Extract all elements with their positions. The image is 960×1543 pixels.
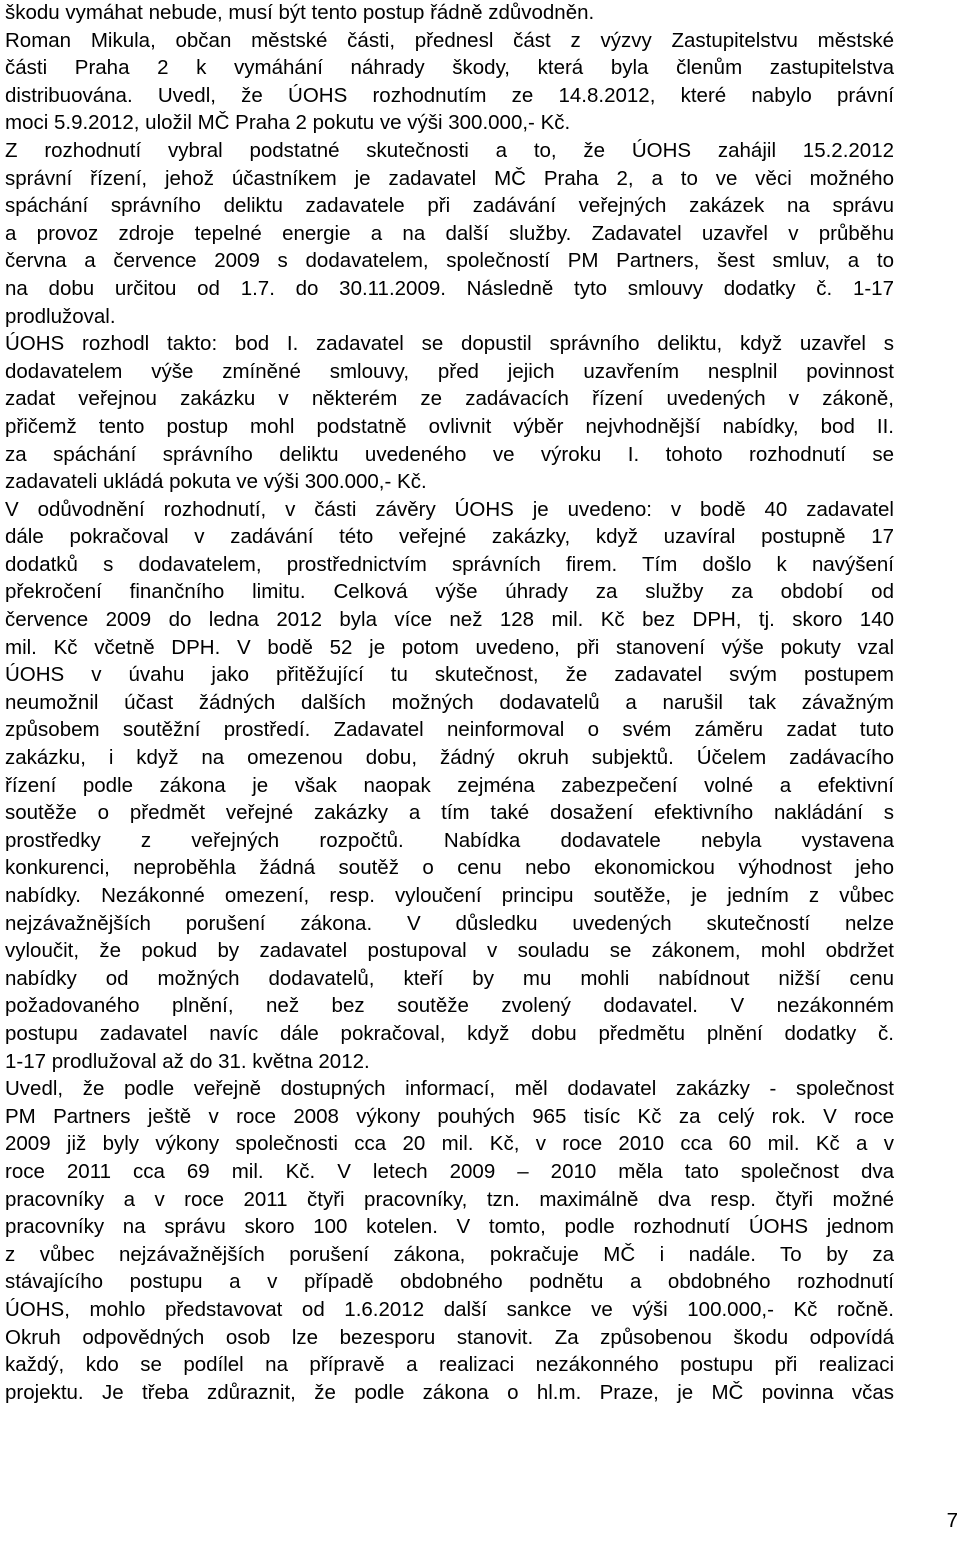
text-line: části Praha 2 k vymáhání náhrady škody, která byla členům zastupitelstva [5, 56, 894, 80]
text-line: roce 2011 cca 69 mil. Kč. V letech 2009 – 2010 měla tato společnost dva [5, 1159, 894, 1183]
text-line: z vůbec nejzávažnějších porušení zákona, pokračuje MČ i nadále. To by za [5, 1242, 894, 1266]
text-line: projektu. Je třeba zdůraznit, že podle zákona o hl.m. Praze, je MČ povinna včas [5, 1380, 894, 1404]
text-line: Z rozhodnutí vybral podstatné skutečnosti a to, že ÚOHS zahájil 15.2.2012 [5, 138, 894, 162]
text-line: Uvedl, že podle veřejně dostupných informací, měl dodavatel zakázky - společnost [5, 1077, 894, 1101]
text-line: a provoz zdroje tepelné energie a na další služby. Zadavatel uzavřel v průběhu [5, 221, 894, 245]
text-line: na dobu určitou od 1.7. do 30.11.2009. Následně tyto smlouvy dodatky č. 1-17 [5, 276, 894, 300]
text-line: prostředky z veřejných rozpočtů. Nabídka dodavatele nebyla vystavena [5, 828, 894, 852]
text-line: ÚOHS, mohlo představovat od 1.6.2012 další sankce ve výši 100.000,- Kč ročně. [5, 1297, 894, 1321]
text-line: požadovaného plnění, než bez soutěže zvolený dodavatel. V nezákonném [5, 994, 894, 1018]
text-line: července 2009 do ledna 2012 byla více než 128 mil. Kč bez DPH, tj. skoro 140 [5, 608, 894, 632]
document-body [5, 0, 894, 1406]
text-line: neumožnil účast žádných dalších možných dodavatelů a narušil tak závažným [5, 690, 894, 714]
text-line: PM Partners ještě v roce 2008 výkony pouhých 965 tisíc Kč za celý rok. V roce [5, 1104, 894, 1128]
text-line: překročení finančního limitu. Celková výše úhrady za služby za období od [5, 580, 894, 604]
text-line: 2009 již byly výkony společnosti cca 20 mil. Kč, v roce 2010 cca 60 mil. Kč a v [5, 1132, 894, 1156]
text-line: spáchání správního deliktu zadavatele při zadávání veřejných zakázek na správu [5, 194, 894, 218]
page-number: 7 [946, 1509, 958, 1532]
text-line: Okruh odpovědných osob lze bezesporu stanovit. Za způsobenou škodu odpovídá [5, 1325, 894, 1349]
text-line: června a července 2009 s dodavatelem, společností PM Partners, šest smluv, a to [5, 249, 894, 273]
text-line: dodavatelem výše zmíněné smlouvy, před jejich uzavřením nesplnil povinnost [5, 359, 894, 383]
text-line: zadavateli ukládá pokuta ve výši 300.000,- Kč. [5, 470, 427, 494]
text-line: postupu zadavatel navíc dále pokračoval, když dobu předmětu plnění dodatky č. [5, 1021, 894, 1045]
text-line: Roman Mikula, občan městské části, přednesl část z výzvy Zastupitelstvu městské [5, 28, 894, 52]
text-line: nabídky od možných dodavatelů, kteří by mu mohli nabídnout nižší cenu [5, 966, 894, 990]
text-line: moci 5.9.2012, uložil MČ Praha 2 pokutu ve výši 300.000,- Kč. [5, 111, 571, 135]
text-line: škodu vymáhat nebude, musí být tento postup řádně zdůvodněn. [5, 1, 595, 24]
text-line: V odůvodnění rozhodnutí, v části závěry ÚOHS je uvedeno: v bodě 40 zadavatel [5, 497, 894, 521]
text-line: nabídky. Nezákonné omezení, resp. vyloučení principu soutěže, je jedním z vůbec [5, 884, 894, 907]
text-line: každý, kdo se podílel na přípravě a realizaci nezákonného postupu při realizaci [5, 1353, 894, 1377]
text-line: ÚOHS rozhodl takto: bod I. zadavatel se dopustil správního deliktu, když uzavřel s [5, 332, 894, 356]
text-line: dále pokračoval v zadávání této veřejné zakázky, když uzavíral postupně 17 [5, 525, 894, 549]
text-line: dodatků s dodavatelem, prostřednictvím správních firem. Tím došlo k navýšení [5, 552, 894, 576]
text-line: přičemž tento postup mohl podstatně ovlivnit výběr nejvhodnější nabídky, bod II. [5, 414, 894, 438]
text-line: soutěže o předmět veřejné zakázky a tím také dosažení efektivního nakládání s [5, 801, 894, 825]
text-line: distribuována. Uvedl, že ÚOHS rozhodnutím ze 14.8.2012, které nabylo právní [5, 83, 894, 107]
text-line: pracovníky a v roce 2011 čtyři pracovníky, tzn. maximálně dva resp. čtyři možné [5, 1187, 894, 1211]
text-line: řízení podle zákona je však naopak zejména zabezpečení volné a efektivní [5, 773, 894, 797]
text-line: ÚOHS v úvahu jako přitěžující tu skutečnost, že zadavatel svým postupem [5, 663, 894, 687]
text-line: správní řízení, jehož účastníkem je zadavatel MČ Praha 2, a to ve věci možného [5, 166, 894, 190]
text-line: nejzávažnějších porušení zákona. V důsledku uvedených skutečností nelze [5, 911, 894, 935]
text-line: stávajícího postupu a v případě obdobného podnětu a obdobného rozhodnutí [5, 1270, 894, 1294]
text-line: pracovníky na správu skoro 100 kotelen. V tomto, podle rozhodnutí ÚOHS jednom [5, 1215, 894, 1239]
text-line: za spáchání správního deliktu uvedeného ve výroku I. tohoto rozhodnutí se [5, 442, 894, 466]
text-line: prodlužoval. [5, 304, 116, 328]
text-line: zakázku, i když na omezenou dobu, žádný okruh subjektů. Účelem zadávacího [5, 746, 894, 770]
text-line: způsobem soutěžní prostředí. Zadavatel neinformoval o svém záměru zadat tuto [5, 718, 894, 742]
text-line: zadat veřejnou zakázku v některém ze zadávacích řízení uvedených v zákoně, [5, 387, 894, 411]
text-line: 1-17 prodlužoval až do 31. května 2012. [5, 1049, 370, 1073]
text-line: vyloučit, že pokud by zadavatel postupoval v souladu se zákonem, mohl obdržet [5, 939, 894, 963]
text-line: konkurenci, neproběhla žádná soutěž o cenu nebo ekonomickou výhodnost jeho [5, 856, 894, 880]
text-line: mil. Kč včetně DPH. V bodě 52 je potom uvedeno, při stanovení výše pokuty vzal [5, 635, 894, 659]
